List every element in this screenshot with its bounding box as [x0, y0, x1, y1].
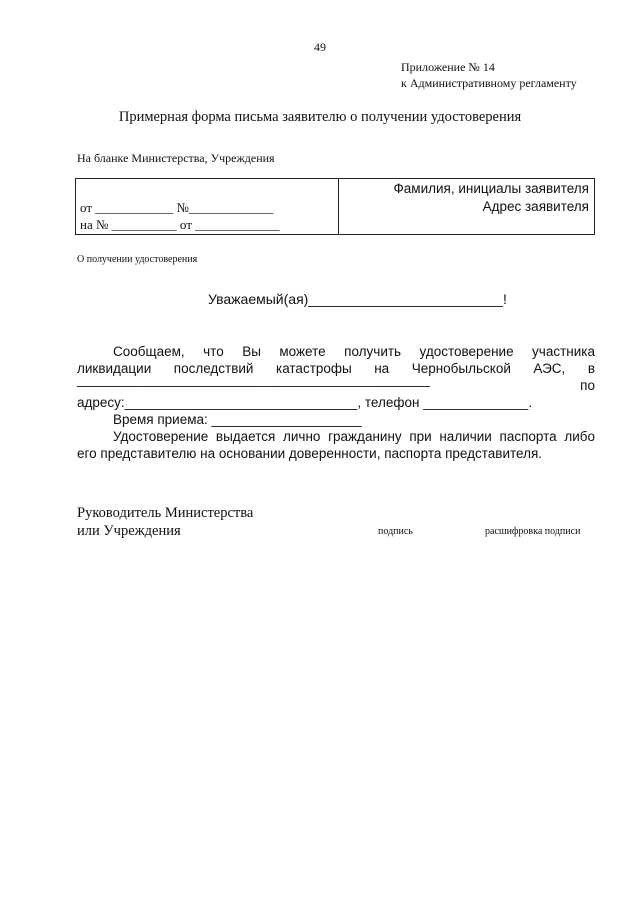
page-number: 49 [314, 40, 326, 54]
applicant-address: Адрес заявителя [482, 199, 589, 214]
header-box-divider [338, 179, 339, 234]
appendix-number: Приложение № 14 [401, 60, 495, 74]
signature-label: подпись [378, 526, 413, 537]
body-line-3-blank: _______________________________________________ [77, 372, 430, 387]
address-phone-line: адресу:_______________________________, телефон ______________. [77, 395, 533, 410]
signature-decode-label: расшифровка подписи [485, 526, 581, 537]
body-line-1: Сообщаем, что Вы можете получить удостоверение участника [113, 344, 595, 359]
greeting: Уважаемый(ая)_________________________! [208, 291, 507, 307]
letter-subject: О получении удостоверения [77, 254, 198, 265]
appendix-reference: к Административному регламенту [401, 76, 577, 90]
body-line-3-end: по [580, 378, 595, 393]
applicant-name: Фамилия, инициалы заявителя [393, 181, 589, 196]
incoming-number-line: на № __________ от _____________ [80, 217, 280, 232]
signatory-title-alt: или Учреждения [77, 523, 181, 539]
header-box [75, 178, 595, 235]
body-line-2: ликвидации последствий катастрофы на Чернобыльской АЭС, в [77, 361, 595, 376]
letterhead-note: На бланке Министерства, Учреждения [77, 151, 275, 165]
reception-time-line: Время приема: ____________________ [113, 412, 362, 427]
signatory-title: Руководитель Министерства [77, 505, 254, 521]
body-line-6: Удостоверение выдается лично гражданину при наличии паспорта либо [113, 429, 595, 444]
document-title: Примерная форма письма заявителю о получении удостоверения [118, 109, 522, 125]
body-line-7: его представителю на основании доверенности, паспорта представителя. [77, 446, 543, 461]
outgoing-number-line: от ____________ №_____________ [80, 200, 274, 215]
